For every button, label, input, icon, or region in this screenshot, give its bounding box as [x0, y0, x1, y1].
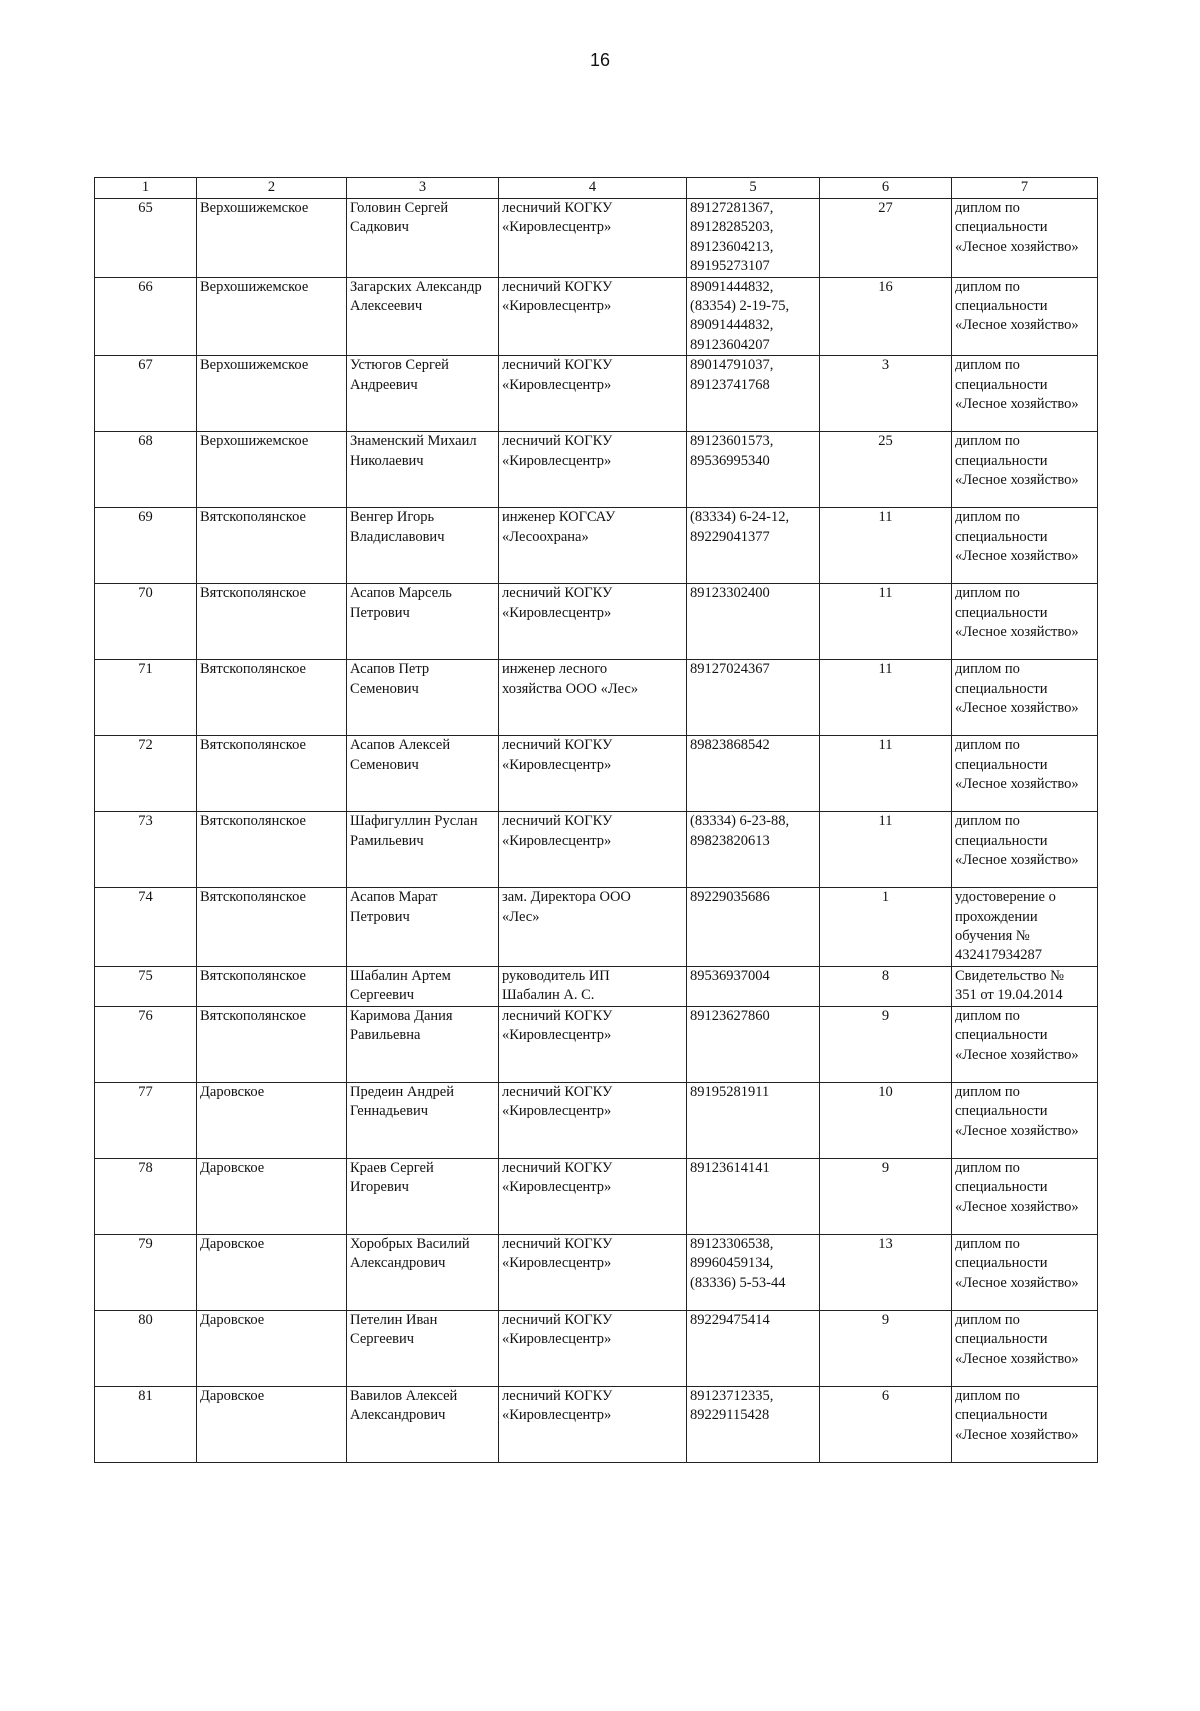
phones-cell-line: 89536937004 — [690, 967, 770, 984]
position-cell — [499, 356, 687, 432]
full-name-cell-line: Каримова Дания — [350, 1007, 453, 1024]
phones-cell — [687, 508, 820, 584]
position-cell — [499, 1006, 687, 1082]
position-cell-line: лесничий КОГКУ — [502, 1007, 613, 1024]
document-cell-line: 351 от 19.04.2014 — [955, 987, 1063, 1004]
position-cell-line: «Кировлесцентр» — [502, 1027, 612, 1044]
document-cell-line: диплом по — [955, 661, 1020, 678]
document-cell — [952, 1386, 1098, 1462]
position-cell — [499, 1310, 687, 1386]
full-name-cell-line: Краев Сергей — [350, 1159, 434, 1176]
position-cell — [499, 1158, 687, 1234]
table-row — [95, 1234, 1098, 1310]
phones-cell — [687, 660, 820, 736]
document-cell — [952, 277, 1098, 356]
row-number-cell: 71 — [95, 660, 197, 736]
full-name-cell-line: Геннадьевич — [350, 1103, 428, 1120]
position-cell-line: «Кировлесцентр» — [502, 1103, 612, 1120]
table-row — [95, 199, 1098, 278]
row-number-cell: 75 — [95, 966, 197, 1006]
table-row — [95, 1082, 1098, 1158]
document-cell-line: «Лесное хозяйство» — [955, 776, 1079, 793]
full-name-cell-line: Игоревич — [350, 1179, 409, 1196]
experience-cell: 11 — [820, 584, 952, 660]
position-cell-line: лесничий КОГКУ — [502, 433, 613, 450]
experience-cell: 16 — [820, 277, 952, 356]
document-cell — [952, 199, 1098, 278]
experience-cell: 9 — [820, 1158, 952, 1234]
document-cell — [952, 966, 1098, 1006]
district-cell: Вятскополянское — [197, 584, 347, 660]
position-cell-line: «Кировлесцентр» — [502, 604, 612, 621]
phones-cell-line: 89123712335, — [690, 1387, 774, 1404]
document-cell-line: специальности — [955, 1407, 1048, 1424]
document-cell-line: «Лесное хозяйство» — [955, 852, 1079, 869]
full-name-cell-line: Вавилов Алексей — [350, 1387, 458, 1404]
district-cell: Вятскополянское — [197, 1006, 347, 1082]
experience-cell: 25 — [820, 432, 952, 508]
position-cell-line: лесничий КОГКУ — [502, 1083, 613, 1100]
full-name-cell-line: Петрович — [350, 908, 410, 925]
phones-cell-line: 89123302400 — [690, 585, 770, 602]
phones-cell-line: 89123601573, — [690, 433, 774, 450]
position-cell-line: инженер лесного — [502, 661, 608, 678]
full-name-cell-line: Петелин Иван — [350, 1311, 438, 1328]
document-cell-line: «Лесное хозяйство» — [955, 624, 1079, 641]
phones-cell-line: 89091444832, — [690, 278, 774, 295]
position-cell-line: «Лес» — [502, 908, 540, 925]
full-name-cell-line: Загарских Александр — [350, 278, 482, 295]
position-cell — [499, 584, 687, 660]
district-cell: Вятскополянское — [197, 508, 347, 584]
full-name-cell-line: Садкович — [350, 219, 409, 236]
col-header-document: 7 — [952, 178, 1098, 199]
full-name-cell-line: Семенович — [350, 680, 419, 697]
full-name-cell — [347, 277, 499, 356]
position-cell-line: инженер КОГСАУ — [502, 509, 616, 526]
document-cell-line: «Лесное хозяйство» — [955, 1046, 1079, 1063]
position-cell-line: «Кировлесцентр» — [502, 298, 612, 315]
full-name-cell — [347, 1006, 499, 1082]
phones-cell — [687, 356, 820, 432]
district-cell: Верхошижемское — [197, 356, 347, 432]
position-cell — [499, 199, 687, 278]
table-body — [95, 199, 1098, 1463]
position-cell-line: лесничий КОГКУ — [502, 1387, 613, 1404]
row-number-cell: 72 — [95, 736, 197, 812]
document-cell-line: диплом по — [955, 1083, 1020, 1100]
full-name-cell — [347, 966, 499, 1006]
document-cell-line: диплом по — [955, 585, 1020, 602]
position-cell — [499, 277, 687, 356]
full-name-cell-line: Николаевич — [350, 452, 424, 469]
position-cell-line: «Кировлесцентр» — [502, 1407, 612, 1424]
document-cell-line: специальности — [955, 604, 1048, 621]
experience-cell: 11 — [820, 736, 952, 812]
experience-cell: 11 — [820, 812, 952, 888]
full-name-cell — [347, 1234, 499, 1310]
district-cell: Вятскополянское — [197, 736, 347, 812]
district-cell: Даровское — [197, 1386, 347, 1462]
specialists-table — [94, 177, 1098, 1463]
col-header-phones: 5 — [687, 178, 820, 199]
position-cell — [499, 1082, 687, 1158]
document-cell — [952, 432, 1098, 508]
phones-cell-line: 89123741768 — [690, 376, 770, 393]
row-number-cell: 79 — [95, 1234, 197, 1310]
full-name-cell — [347, 1386, 499, 1462]
position-cell — [499, 736, 687, 812]
row-number-cell: 67 — [95, 356, 197, 432]
position-cell — [499, 1234, 687, 1310]
phones-cell-line: 89229035686 — [690, 889, 770, 906]
position-cell-line: «Кировлесцентр» — [502, 1179, 612, 1196]
phones-cell-line: 89229475414 — [690, 1311, 770, 1328]
phones-cell — [687, 888, 820, 967]
document-cell-line: диплом по — [955, 357, 1020, 374]
document-cell-line: диплом по — [955, 1387, 1020, 1404]
phones-cell-line: 89127281367, — [690, 200, 774, 216]
position-cell-line: «Кировлесцентр» — [502, 376, 612, 393]
phones-cell-line: 89123604213, — [690, 238, 774, 255]
full-name-cell-line: Равильевна — [350, 1027, 421, 1044]
full-name-cell-line: Владиславович — [350, 528, 445, 545]
phones-cell-line: 89229041377 — [690, 528, 770, 545]
table-row — [95, 1158, 1098, 1234]
document-cell-line: «Лесное хозяйство» — [955, 1122, 1079, 1139]
table-row — [95, 888, 1098, 967]
phones-cell-line: 89195281911 — [690, 1083, 770, 1100]
full-name-cell-line: Александрович — [350, 1407, 446, 1424]
full-name-cell-line: Устюгов Сергей — [350, 357, 449, 374]
document-cell-line: специальности — [955, 376, 1048, 393]
document-cell — [952, 1006, 1098, 1082]
document-cell-line: диплом по — [955, 1159, 1020, 1176]
document-cell-line: специальности — [955, 680, 1048, 697]
phones-cell-line: 89229115428 — [690, 1407, 770, 1424]
document-cell-line: Свидетельство № — [955, 967, 1064, 984]
phones-cell-line: 89123627860 — [690, 1007, 770, 1024]
row-number-cell: 76 — [95, 1006, 197, 1082]
phones-cell — [687, 199, 820, 278]
row-number-cell: 81 — [95, 1386, 197, 1462]
document-cell-line: 432417934287 — [955, 947, 1042, 964]
position-cell-line: руководитель ИП — [502, 967, 610, 984]
phones-cell — [687, 736, 820, 812]
full-name-cell-line: Венгер Игорь — [350, 509, 435, 526]
full-name-cell-line: Асапов Петр — [350, 661, 430, 678]
full-name-cell — [347, 888, 499, 967]
document-cell-line: «Лесное хозяйство» — [955, 1350, 1079, 1367]
col-header-name: 3 — [347, 178, 499, 199]
phones-cell — [687, 966, 820, 1006]
col-header-experience: 6 — [820, 178, 952, 199]
position-cell-line: лесничий КОГКУ — [502, 200, 613, 216]
phones-cell — [687, 1386, 820, 1462]
position-cell-line: лесничий КОГКУ — [502, 1311, 613, 1328]
position-cell-line: лесничий КОГКУ — [502, 1159, 613, 1176]
row-number-cell: 65 — [95, 199, 197, 278]
document-cell-line: прохождении — [955, 908, 1038, 925]
table-row — [95, 356, 1098, 432]
full-name-cell-line: Алексеевич — [350, 298, 423, 315]
table-row — [95, 277, 1098, 356]
document-cell-line: «Лесное хозяйство» — [955, 1198, 1079, 1215]
phones-cell — [687, 584, 820, 660]
row-number-cell: 77 — [95, 1082, 197, 1158]
position-cell-line: «Кировлесцентр» — [502, 1255, 612, 1272]
document-cell — [952, 736, 1098, 812]
position-cell-line: лесничий КОГКУ — [502, 278, 613, 295]
phones-cell — [687, 1310, 820, 1386]
full-name-cell — [347, 736, 499, 812]
full-name-cell-line: Александрович — [350, 1255, 446, 1272]
document-cell — [952, 1158, 1098, 1234]
position-cell-line: зам. Директора ООО — [502, 889, 631, 906]
col-header-district: 2 — [197, 178, 347, 199]
document-cell — [952, 584, 1098, 660]
position-cell-line: Шабалин А. С. — [502, 987, 595, 1004]
phones-cell-line: 89128285203, — [690, 219, 774, 236]
position-cell — [499, 1386, 687, 1462]
full-name-cell-line: Предеин Андрей — [350, 1083, 454, 1100]
document-cell-line: специальности — [955, 452, 1048, 469]
position-cell-line: лесничий КОГКУ — [502, 357, 613, 374]
phones-cell-line: (83334) 6-24-12, — [690, 509, 790, 526]
phones-cell-line: 89960459134, — [690, 1255, 774, 1272]
position-cell-line: «Кировлесцентр» — [502, 452, 612, 469]
document-cell-line: «Лесное хозяйство» — [955, 396, 1079, 413]
document-cell-line: «Лесное хозяйство» — [955, 238, 1079, 255]
document-cell-line: диплом по — [955, 737, 1020, 754]
full-name-cell-line: Семенович — [350, 756, 419, 773]
document-cell-line: «Лесное хозяйство» — [955, 700, 1079, 717]
document-cell-line: «Лесное хозяйство» — [955, 1274, 1079, 1291]
position-cell-line: лесничий КОГКУ — [502, 1235, 613, 1252]
district-cell: Даровское — [197, 1158, 347, 1234]
table-row — [95, 812, 1098, 888]
table-row — [95, 1006, 1098, 1082]
experience-cell: 11 — [820, 508, 952, 584]
table-row — [95, 736, 1098, 812]
phones-cell-line: (83336) 5-53-44 — [690, 1274, 786, 1291]
document-cell-line: специальности — [955, 1331, 1048, 1348]
full-name-cell-line: Шабалин Артем — [350, 967, 451, 984]
full-name-cell-line: Шафигуллин Руслан — [350, 813, 478, 830]
experience-cell: 6 — [820, 1386, 952, 1462]
full-name-cell-line: Петрович — [350, 604, 410, 621]
full-name-cell — [347, 1310, 499, 1386]
experience-cell: 13 — [820, 1234, 952, 1310]
phones-cell-line: 89123604207 — [690, 336, 770, 353]
full-name-cell — [347, 660, 499, 736]
phones-cell-line: (83354) 2-19-75, — [690, 298, 790, 315]
full-name-cell — [347, 812, 499, 888]
position-cell-line: лесничий КОГКУ — [502, 585, 613, 602]
document-cell-line: «Лесное хозяйство» — [955, 1426, 1079, 1443]
district-cell: Вятскополянское — [197, 966, 347, 1006]
document-cell — [952, 356, 1098, 432]
district-cell: Вятскополянское — [197, 888, 347, 967]
experience-cell: 3 — [820, 356, 952, 432]
document-cell-line: диплом по — [955, 278, 1020, 295]
district-cell: Даровское — [197, 1234, 347, 1310]
phones-cell-line: (83334) 6-23-88, — [690, 813, 790, 830]
full-name-cell — [347, 508, 499, 584]
document-cell — [952, 1310, 1098, 1386]
full-name-cell-line: Сергеевич — [350, 1331, 415, 1348]
phones-cell-line: 89536995340 — [690, 452, 770, 469]
table-row — [95, 966, 1098, 1006]
document-cell — [952, 1082, 1098, 1158]
full-name-cell-line: Асапов Марсель — [350, 585, 452, 602]
experience-cell: 9 — [820, 1006, 952, 1082]
phones-cell-line: 89195273107 — [690, 258, 770, 275]
document-cell-line: специальности — [955, 1027, 1048, 1044]
phones-cell-line: 89123306538, — [690, 1235, 774, 1252]
full-name-cell-line: Сергеевич — [350, 987, 415, 1004]
experience-cell: 1 — [820, 888, 952, 967]
phones-cell — [687, 1158, 820, 1234]
phones-cell-line: 89127024367 — [690, 661, 770, 678]
full-name-cell — [347, 432, 499, 508]
row-number-cell: 74 — [95, 888, 197, 967]
document-cell-line: диплом по — [955, 509, 1020, 526]
district-cell: Верхошижемское — [197, 432, 347, 508]
document-cell-line: диплом по — [955, 813, 1020, 830]
district-cell: Даровское — [197, 1310, 347, 1386]
position-cell — [499, 812, 687, 888]
page-number: 16 — [589, 50, 611, 70]
phones-cell-line: 89123614141 — [690, 1159, 770, 1176]
phones-cell — [687, 1082, 820, 1158]
phones-cell-line: 89014791037, — [690, 357, 774, 374]
document-cell-line: специальности — [955, 528, 1048, 545]
phones-cell-line: 89823820613 — [690, 832, 770, 849]
document-cell — [952, 508, 1098, 584]
experience-cell: 8 — [820, 966, 952, 1006]
position-cell-line: лесничий КОГКУ — [502, 813, 613, 830]
document-cell — [952, 660, 1098, 736]
full-name-cell-line: Андреевич — [350, 376, 418, 393]
col-header-position: 4 — [499, 178, 687, 199]
row-number-cell: 70 — [95, 584, 197, 660]
position-cell-line: «Кировлесцентр» — [502, 1331, 612, 1348]
position-cell — [499, 432, 687, 508]
phones-cell — [687, 1234, 820, 1310]
document-cell-line: диплом по — [955, 200, 1020, 216]
position-cell-line: лесничий КОГКУ — [502, 737, 613, 754]
header-row — [95, 178, 1098, 199]
experience-cell: 9 — [820, 1310, 952, 1386]
district-cell: Вятскополянское — [197, 812, 347, 888]
table-row — [95, 584, 1098, 660]
table-row — [95, 660, 1098, 736]
phones-cell — [687, 432, 820, 508]
position-cell-line: «Кировлесцентр» — [502, 832, 612, 849]
document-cell — [952, 1234, 1098, 1310]
document-cell-line: «Лесное хозяйство» — [955, 548, 1079, 565]
experience-cell: 11 — [820, 660, 952, 736]
district-cell: Верхошижемское — [197, 277, 347, 356]
document-cell-line: специальности — [955, 298, 1048, 315]
position-cell — [499, 888, 687, 967]
full-name-cell-line: Рамильевич — [350, 832, 424, 849]
full-name-cell — [347, 1082, 499, 1158]
full-name-cell — [347, 1158, 499, 1234]
position-cell — [499, 660, 687, 736]
document-cell-line: «Лесное хозяйство» — [955, 472, 1079, 489]
district-cell: Верхошижемское — [197, 199, 347, 278]
document-cell-line: диплом по — [955, 433, 1020, 450]
row-number-cell: 80 — [95, 1310, 197, 1386]
document-cell-line: «Лесное хозяйство» — [955, 317, 1079, 334]
row-number-cell: 69 — [95, 508, 197, 584]
phones-cell — [687, 277, 820, 356]
document-cell-line: специальности — [955, 1255, 1048, 1272]
document-cell-line: специальности — [955, 1103, 1048, 1120]
col-header-number: 1 — [95, 178, 197, 199]
row-number-cell: 66 — [95, 277, 197, 356]
document-cell — [952, 812, 1098, 888]
full-name-cell — [347, 199, 499, 278]
experience-cell: 27 — [820, 199, 952, 278]
full-name-cell-line: Асапов Алексей — [350, 737, 451, 754]
full-name-cell-line: Асапов Марат — [350, 889, 438, 906]
district-cell: Вятскополянское — [197, 660, 347, 736]
full-name-cell-line: Хоробрых Василий — [350, 1235, 470, 1252]
document-cell-line: обучения № — [955, 928, 1030, 945]
phones-cell — [687, 812, 820, 888]
position-cell-line: хозяйства ООО «Лес» — [502, 680, 639, 697]
row-number-cell: 68 — [95, 432, 197, 508]
full-name-cell — [347, 356, 499, 432]
table-row — [95, 432, 1098, 508]
document-cell-line: специальности — [955, 219, 1048, 236]
document-cell-line: диплом по — [955, 1235, 1020, 1252]
document-cell-line: специальности — [955, 832, 1048, 849]
document-cell-line: специальности — [955, 1179, 1048, 1196]
full-name-cell — [347, 584, 499, 660]
position-cell — [499, 508, 687, 584]
table-row — [95, 1386, 1098, 1462]
full-name-cell-line: Знаменский Михаил — [350, 433, 477, 450]
table-row — [95, 1310, 1098, 1386]
table-row — [95, 508, 1098, 584]
phones-cell-line: 89091444832, — [690, 317, 774, 334]
full-name-cell-line: Головин Сергей — [350, 200, 449, 216]
position-cell-line: «Кировлесцентр» — [502, 219, 612, 236]
experience-cell: 10 — [820, 1082, 952, 1158]
document-cell-line: удостоверение о — [955, 889, 1056, 906]
document-cell-line: специальности — [955, 756, 1048, 773]
row-number-cell: 78 — [95, 1158, 197, 1234]
document-cell-line: диплом по — [955, 1311, 1020, 1328]
phones-cell — [687, 1006, 820, 1082]
district-cell: Даровское — [197, 1082, 347, 1158]
document-cell-line: диплом по — [955, 1007, 1020, 1024]
position-cell-line: «Кировлесцентр» — [502, 756, 612, 773]
document-cell — [952, 888, 1098, 967]
position-cell-line: «Лесоохрана» — [502, 528, 589, 545]
phones-cell-line: 89823868542 — [690, 737, 770, 754]
row-number-cell: 73 — [95, 812, 197, 888]
position-cell — [499, 966, 687, 1006]
